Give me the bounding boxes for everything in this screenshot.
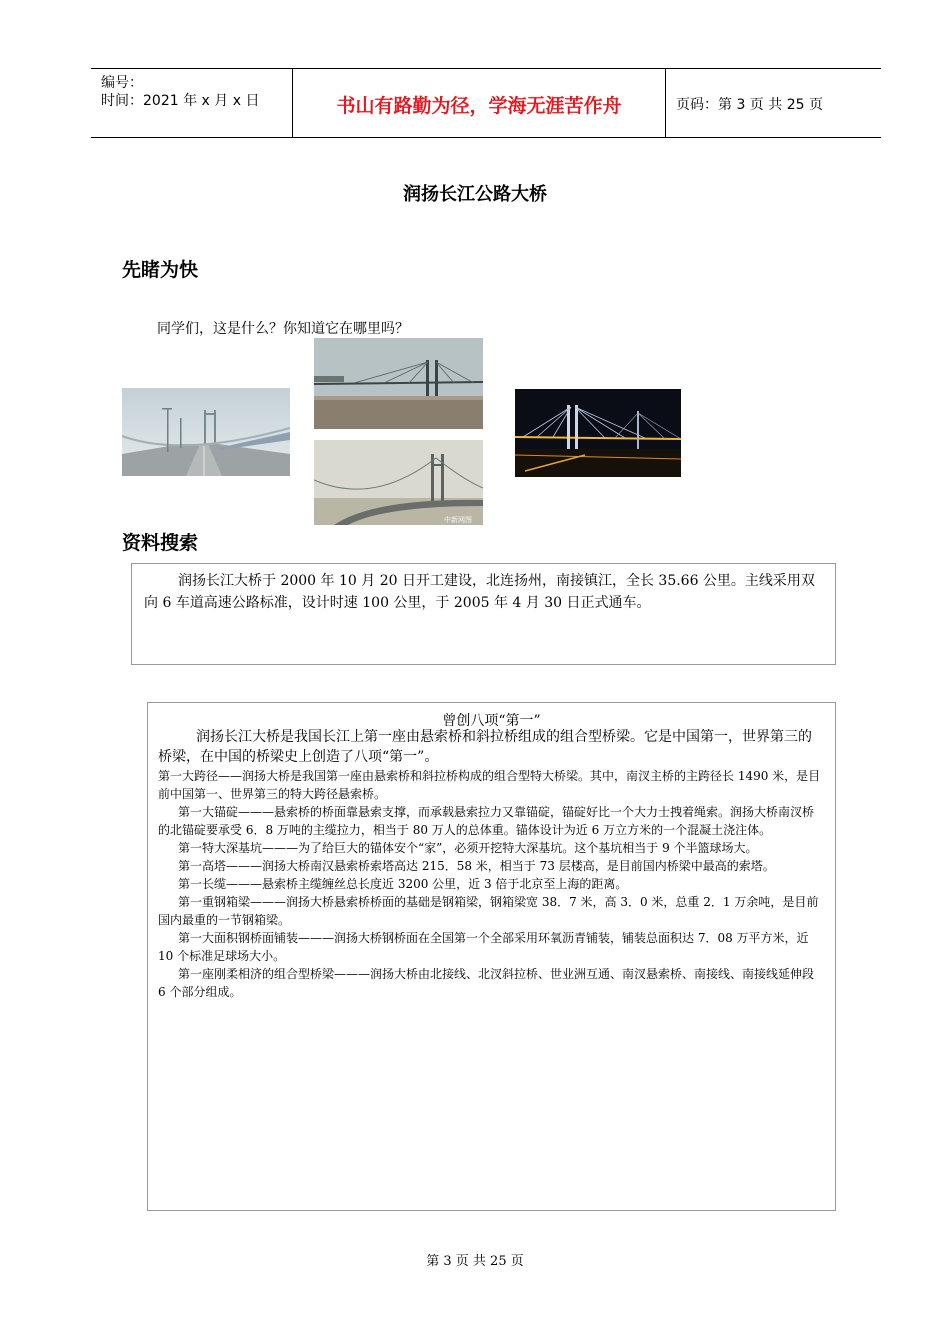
firsts-paragraph: 第一大跨径——润扬大桥是我国第一座由悬索桥和斜拉桥构成的组合型特大桥梁。其中，南汊主桥的主跨径长 1490 米，是目前中国第一、世界第三的特大跨径悬索桥。 <box>158 769 821 801</box>
firsts-paragraph: 第一长缆———悬索桥主缆缠丝总长度近 3200 公里，近 3 倍于北京至上海的距离。 <box>178 877 628 891</box>
section-heading-research: 资料搜索 <box>122 532 199 554</box>
bridge-photo-river <box>314 338 483 429</box>
firsts-body <box>158 727 825 1001</box>
firsts-paragraph: 第一重钢箱梁———润扬大桥悬索桥桥面的基础是钢箱梁，钢箱梁宽 38．7 米，高 3．0 米，总重 2．1 万余吨，是目前国内最重的一节钢箱梁。 <box>158 895 819 927</box>
firsts-lead: 润扬长江大桥是我国长江上第一座由悬索桥和斜拉桥组成的组合型桥梁。它是中国第一，世界第三的桥梁，在中国的桥梁史上创造了八项“第一”。 <box>158 729 812 765</box>
header-motto-cell <box>293 69 666 137</box>
header-meta <box>91 69 293 137</box>
bridge-photo-tower <box>314 440 483 525</box>
header-page-info: 页码：第 3 页 共 25 页 <box>676 97 823 113</box>
firsts-paragraph: 第一大锚碇———悬索桥的桥面靠悬索支撑，而承载悬索拉力又靠锚碇，锚碇好比一个大力士拽着绳索。润扬大桥南汊桥的北锚碇要承受 6．8 万吨的主缆拉力，相当于 80 万人的总体重。锚体设计为近 6 万立方米的一个混凝土浇注体。 <box>158 805 815 837</box>
bridge-photo-deck <box>122 388 290 476</box>
research-text: 润扬长江大桥于 2000 年 10 月 20 日开工建设，北连扬州，南接镇江，全长 35.66 公里。主线采用双向 6 车道高速公路标准，设计时速 100 公里，于 2005 年 4 月 30 日正式通车。 <box>144 573 815 611</box>
firsts-title: 曾创八项“第一” <box>442 713 541 729</box>
intro-question: 同学们，这是什么？你知道它在哪里吗？ <box>157 321 409 337</box>
page-footer: 第 3 页 共 25 页 <box>426 1254 524 1269</box>
doc-number: 编号： <box>101 75 143 91</box>
section-heading-preview: 先睹为快 <box>122 259 199 281</box>
doc-time: 时间：2021 年 x 月 x 日 <box>101 93 260 109</box>
bridge-photo-night <box>515 389 681 477</box>
page-header <box>91 68 881 138</box>
header-motto: 书山有路勤为径，学海无涯苦作舟 <box>336 95 622 117</box>
firsts-paragraph: 第一座刚柔相济的组合型桥梁———润扬大桥由北接线、北汊斜拉桥、世业洲互通、南汊悬索桥、南接线、南接线延伸段 6 个部分组成。 <box>158 967 815 999</box>
firsts-box <box>147 702 836 1211</box>
firsts-paragraph: 第一大面积钢桥面铺装———润扬大桥钢桥面在全国第一个全部采用环氧沥青铺装，铺装总面积达 7．08 万平方米，近 10 个标准足球场大小。 <box>158 931 809 963</box>
firsts-paragraph: 第一特大深基坑———为了给巨大的锚体安个“家”，必须开挖特大深基坑。这个基坑相当于 9 个半篮球场大。 <box>178 841 758 855</box>
research-box <box>131 563 836 665</box>
page-title: 润扬长江公路大桥 <box>403 184 547 205</box>
photo-watermark: 中新网图 <box>444 516 472 524</box>
firsts-paragraph: 第一高塔———润扬大桥南汉悬索桥索塔高达 215．58 米，相当于 73 层楼高，是目前国内桥梁中最高的索塔。 <box>178 859 775 873</box>
header-page-cell <box>666 69 880 137</box>
